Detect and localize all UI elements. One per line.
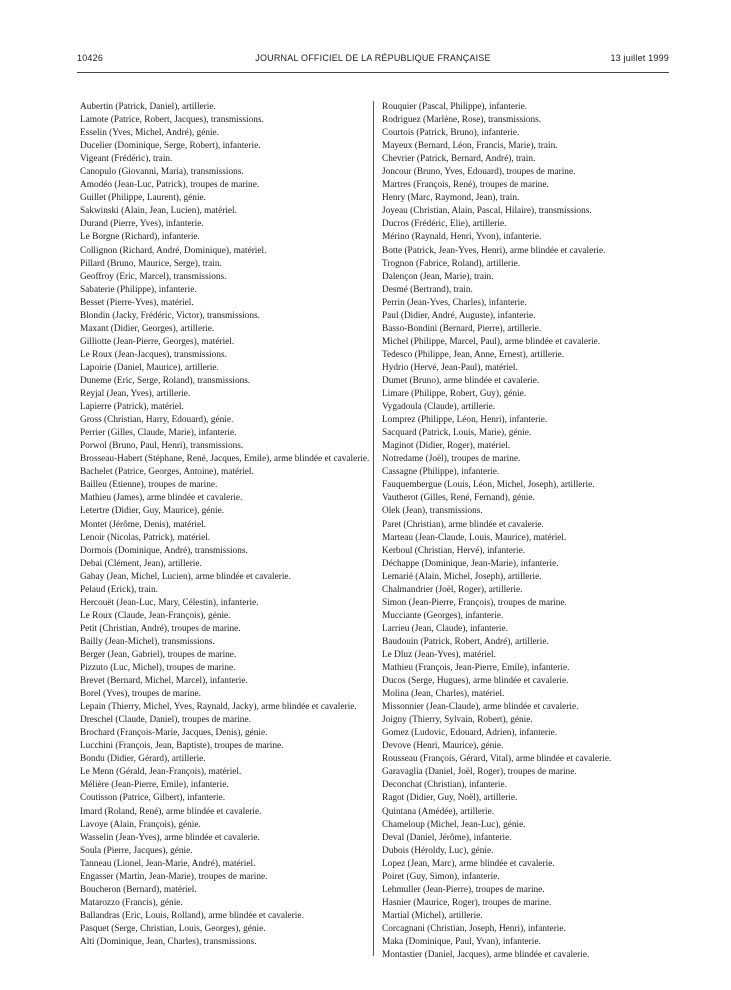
list-item: Bailleu (Etienne), troupes de marine. xyxy=(80,480,218,491)
list-item: Tedesco (Philippe, Jean, Anne, Ernest), artillerie. xyxy=(382,349,565,360)
list-item: Olek (Jean), transmissions. xyxy=(382,506,483,517)
list-item: Le Roux (Claude, Jean-François), génie. xyxy=(80,610,231,621)
list-item: Chameloup (Michel, Jean-Luc), génie. xyxy=(382,819,526,830)
list-item: Mathieu (François, Jean-Pierre, Emile), infanterie. xyxy=(382,663,570,674)
list-item: Porwol (Bruno, Paul, Henri), transmissions. xyxy=(80,441,244,452)
list-item: Lucchini (François, Jean, Baptiste), troupes de marine. xyxy=(80,741,284,752)
list-item: Rodriguez (Marlène, Rose), transmissions. xyxy=(382,115,542,126)
list-item: Pelaud (Erick), train. xyxy=(80,584,158,595)
list-item: Desmé (Bertrand), train. xyxy=(382,284,473,295)
list-item: Lepain (Thierry, Michel, Yves, Raynald, Jacky), arme blindée et cavalerie. xyxy=(80,702,357,713)
list-item: Ducros (Frédéric, Elie), artillerie. xyxy=(382,219,507,230)
list-item: Le Dluz (Jean-Yves), matériel. xyxy=(382,649,496,660)
list-item: Limare (Philippe, Robert, Guy), génie. xyxy=(382,389,527,400)
list-item: Baudouin (Patrick, Robert, André), artillerie. xyxy=(382,636,549,647)
list-item: Ragot (Didier, Guy, Noël), artillerie. xyxy=(382,793,518,804)
column-divider xyxy=(373,101,374,956)
list-item: Vygadoula (Claude), artillerie. xyxy=(382,402,496,413)
list-item: Marteau (Jean-Claude, Louis, Maurice), matériel. xyxy=(382,532,567,543)
list-item: Le Borgne (Richard), infanterie. xyxy=(80,232,200,243)
list-item: Montet (Jérôme, Denis), matériel. xyxy=(80,519,206,530)
list-item: Sacquard (Patrick, Louis, Marie), génie. xyxy=(382,428,532,439)
list-item: Devove (Henri, Maurice), génie. xyxy=(382,741,504,752)
list-item: Montastier (Daniel, Jacques), arme blindée et cavalerie. xyxy=(382,950,590,961)
list-item: Perrin (Jean-Yves, Charles), infanterie. xyxy=(382,297,527,308)
list-item: Gilliotte (Jean-Pierre, Georges), matériel. xyxy=(80,336,235,347)
list-item: Déchappe (Dominique, Jean-Marie), infanterie. xyxy=(382,558,559,569)
list-item: Basso-Bondini (Bernard, Pierre), artillerie. xyxy=(382,323,542,334)
list-item: Notredame (Joël), troupes de marine. xyxy=(382,454,521,465)
list-item: Deval (Daniel, Jérôme), infanterie. xyxy=(382,832,512,843)
page-number: 10426 xyxy=(77,53,104,63)
issue-date: 13 juillet 1999 xyxy=(610,53,669,63)
list-item: Lomprez (Philippe, Léon, Henri), infanterie. xyxy=(382,415,548,426)
list-item: Gomez (Ludovic, Edouard, Adrien), infanterie. xyxy=(382,728,558,739)
list-item: Ballandras (Eric, Louis, Rolland), arme blindée et cavalerie. xyxy=(80,910,304,921)
list-item: Debai (Clément, Jean), artillerie. xyxy=(80,558,202,569)
list-item: Matarozzo (Francis), génie. xyxy=(80,897,183,908)
list-item: Paret (Christian), arme blindée et cavalerie. xyxy=(382,519,544,530)
list-item: Perrier (Gilles, Claude, Marie), infanterie. xyxy=(80,428,237,439)
list-item: Courtois (Patrick, Bruno), infanterie. xyxy=(382,128,520,139)
list-item: Dalençon (Jean, Marie), train. xyxy=(382,271,494,282)
list-item: Wasselin (Jean-Yves), arme blindée et cavalerie. xyxy=(80,832,260,843)
list-item: Canopulo (Giovanni, Maria), transmissions. xyxy=(80,167,244,178)
list-item: Corcagnani (Christian, Joseph, Henri), infanterie. xyxy=(382,923,566,934)
list-item: Le Menn (Gérald, Jean-François), matériel. xyxy=(80,767,242,778)
list-item: Tanneau (Lionel, Jean-Marie, André), matériel. xyxy=(80,858,256,869)
list-item: Chevrier (Patrick, Bernard, André), train. xyxy=(382,154,536,165)
list-item: Paul (Didier, André, Auguste), infanterie. xyxy=(382,310,536,321)
list-item: Coutisson (Patrice, Gilbert), infanterie. xyxy=(80,793,226,804)
list-item: Martres (François, René), troupes de marine. xyxy=(382,180,549,191)
list-item: Pasquet (Serge, Christian, Louis, Georges), génie. xyxy=(80,923,266,934)
list-item: Rousseau (François, Gérard, Vital), arme blindée et cavalerie. xyxy=(382,754,612,765)
list-item: Dubois (Héroldy, Luc), génie. xyxy=(382,845,494,856)
list-item: Alti (Dominique, Jean, Charles), transmissions. xyxy=(80,937,257,947)
list-item: Durand (Pierre, Yves), infanterie. xyxy=(80,219,204,230)
list-item: Lavoye (Alain, François), génie. xyxy=(80,819,201,830)
list-item: Joncour (Bruno, Yves, Edouard), troupes de marine. xyxy=(382,167,576,178)
list-item: Michel (Philippe, Marcel, Paul), arme blindée et cavalerie. xyxy=(382,336,601,347)
list-item: Dormois (Dominique, André), transmissions. xyxy=(80,545,248,556)
list-item: Chalmandrier (Joël, Roger), artillerie. xyxy=(382,584,523,595)
list-item: Duneme (Eric, Serge, Roland), transmissions. xyxy=(80,375,251,386)
header-rule xyxy=(77,72,669,73)
list-item: Dumet (Bruno), arme blindée et cavalerie. xyxy=(382,375,540,386)
list-item: Kerboul (Christian, Hervé), infanterie. xyxy=(382,545,526,556)
list-item: Gross (Christian, Harry, Edouard), génie. xyxy=(80,415,234,426)
list-item: Joyeau (Christian, Alain, Pascal, Hilaire), transmissions. xyxy=(382,206,592,217)
list-item: Engasser (Martin, Jean-Marie), troupes de marine. xyxy=(80,871,268,882)
list-item: Missonnier (Jean-Claude), arme blindée et cavalerie. xyxy=(382,702,579,713)
list-item: Pizzuto (Luc, Michel), troupes de marine. xyxy=(80,663,236,674)
list-item: Maxant (Didier, Georges), artillerie. xyxy=(80,323,215,334)
list-item: Ducos (Serge, Hugues), arme blindée et cavalerie. xyxy=(382,676,569,687)
list-item: Cassagne (Philippe), infanterie. xyxy=(382,467,500,478)
list-item: Molina (Jean, Charles), matériel. xyxy=(382,689,505,700)
journal-title: JOURNAL OFFICIEL DE LA RÉPUBLIQUE FRANÇAISE xyxy=(255,53,491,63)
list-item: Hydrio (Hervé, Jean-Paul), matériel. xyxy=(382,362,518,373)
list-item: Ducelier (Dominique, Serge, Robert), infanterie. xyxy=(80,141,261,152)
list-item: Boucheron (Bernard), matériel. xyxy=(80,884,197,895)
list-item: Borel (Yves), troupes de marine. xyxy=(80,689,201,700)
list-item: Maka (Dominique, Paul, Yvan), infanterie. xyxy=(382,937,541,947)
list-item: Botte (Patrick, Jean-Yves, Henri), arme blindée et cavalerie. xyxy=(382,245,606,256)
list-item: Mucciante (Georges), infanterie. xyxy=(382,610,504,621)
list-item: Esselin (Yves, Michel, André), génie. xyxy=(80,128,220,139)
list-item: Rouquier (Pascal, Philippe), infanterie. xyxy=(382,102,528,112)
list-item: Lehmuller (Jean-Pierre), troupes de marine. xyxy=(382,884,545,895)
list-item: Letertre (Didier, Guy, Maurice), génie. xyxy=(80,506,225,517)
list-item: Lamote (Patrice, Robert, Jacques), transmissions. xyxy=(80,115,264,126)
list-item: Lapierre (Patrick), matériel. xyxy=(80,402,184,413)
list-item: Simon (Jean-Pierre, François), troupes de marine. xyxy=(382,597,567,608)
list-item: Bailly (Jean-Michel), transmissions. xyxy=(80,636,215,647)
list-item: Lapoirie (Daniel, Maurice), artillerie. xyxy=(80,362,219,373)
left-column xyxy=(80,101,370,949)
list-item: Collignon (Richard, André, Dominique), matériel. xyxy=(80,245,267,256)
list-item: Reyjal (Jean, Yves), artillerie. xyxy=(80,389,191,400)
list-item: Geoffroy (Eric, Marcel), transmissions. xyxy=(80,271,227,282)
list-item: Gabay (Jean, Michel, Lucien), arme blindée et cavalerie. xyxy=(80,571,291,582)
list-item: Le Roux (Jean-Jacques), transmissions. xyxy=(80,349,227,360)
list-item: Sabaterie (Philippe), infanterie. xyxy=(80,284,197,295)
list-item: Brosseau-Habert (Stéphane, René, Jacques, Emile), arme blindée et cavalerie. xyxy=(80,454,370,465)
list-item: Guillet (Philippe, Laurent), génie. xyxy=(80,193,206,204)
list-item: Amodéo (Jean-Luc, Patrick), troupes de marine. xyxy=(80,180,260,191)
list-item: Bachelet (Patrice, Georges, Antoine), matériel. xyxy=(80,467,254,478)
list-item: Pillard (Bruno, Maurice, Serge), train. xyxy=(80,258,222,269)
list-item: Besset (Pierre-Yves), matériel. xyxy=(80,297,194,308)
list-item: Martial (Michel), artillerie. xyxy=(382,910,483,921)
list-item: Hasnier (Maurice, Roger), troupes de marine. xyxy=(382,897,552,908)
list-item: Larrieu (Jean, Claude), infanterie. xyxy=(382,623,508,634)
list-item: Mérino (Raynald, Henri, Yvon), infanterie. xyxy=(382,232,542,243)
list-item: Mathieu (James), arme blindée et cavalerie. xyxy=(80,493,243,504)
page-header xyxy=(77,53,669,67)
list-item: Vigeant (Frédéric), train. xyxy=(80,154,173,165)
list-item: Maginot (Didier, Roger), matériel. xyxy=(382,441,511,452)
list-item: Mayeux (Bernard, Léon, Francis, Marie), train. xyxy=(382,141,558,152)
list-item: Lopez (Jean, Marc), arme blindée et cavalerie. xyxy=(382,858,555,869)
list-item: Soula (Pierre, Jacques), génie. xyxy=(80,845,193,856)
list-item: Blondin (Jacky, Frédéric, Victor), transmissions. xyxy=(80,310,260,321)
list-item: Sakwinski (Alain, Jean, Lucien), matériel. xyxy=(80,206,237,217)
list-item: Brevet (Bernard, Michel, Marcel), infanterie. xyxy=(80,676,248,687)
list-item: Vautherot (Gilles, René, Fernand), génie. xyxy=(382,493,535,504)
list-item: Brochard (François-Marie, Jacques, Denis), génie. xyxy=(80,728,268,739)
list-item: Bondu (Didier, Gérard), artillerie. xyxy=(80,754,206,765)
list-item: Quintana (Amédée), artillerie. xyxy=(382,806,495,817)
list-item: Dreschel (Claude, Daniel), troupes de marine. xyxy=(80,715,251,726)
list-item: Lenoir (Nicolas, Patrick), matériel. xyxy=(80,532,211,543)
list-item: Henry (Marc, Raymond, Jean), train. xyxy=(382,193,520,204)
list-item: Garavaglia (Daniel, Joël, Roger), troupes de marine. xyxy=(382,767,577,778)
list-item: Aubertin (Patrick, Daniel), artillerie. xyxy=(80,102,216,112)
right-column xyxy=(382,101,672,962)
list-item: Imard (Roland, René), arme blindée et cavalerie. xyxy=(80,806,262,817)
list-item: Trognon (Fabrice, Roland), artillerie. xyxy=(382,258,521,269)
list-item: Berger (Jean, Gabriel), troupes de marine. xyxy=(80,649,237,660)
list-item: Poiret (Guy, Simon), infanterie. xyxy=(382,871,500,882)
list-item: Petit (Christian, André), troupes de marine. xyxy=(80,623,241,634)
list-item: Hercouët (Jean-Luc, Mary, Célestin), infanterie. xyxy=(80,597,259,608)
list-item: Fauquembergue (Louis, Léon, Michel, Joseph), artillerie. xyxy=(382,480,595,491)
list-item: Lemarié (Alain, Michel, Joseph), artillerie. xyxy=(382,571,542,582)
list-item: Deconchat (Christian), infanterie. xyxy=(382,780,507,791)
list-item: Mélière (Jean-Pierre, Emile), infanterie. xyxy=(80,780,229,791)
list-item: Joigny (Thierry, Sylvain, Robert), génie. xyxy=(382,715,533,726)
